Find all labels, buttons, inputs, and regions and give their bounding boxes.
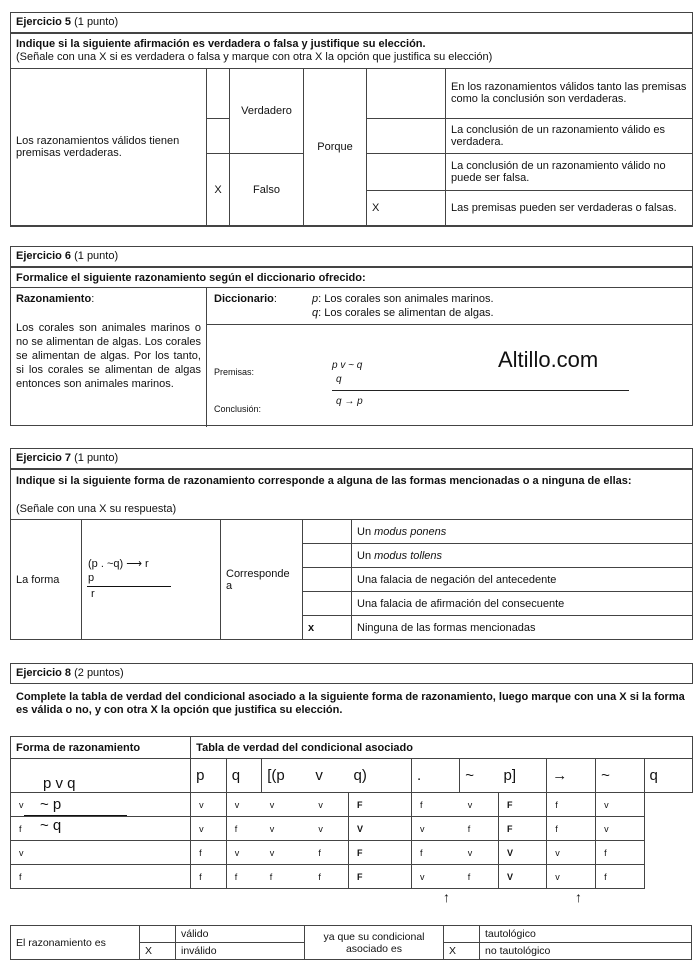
ex8-cell[interactable]: v (596, 793, 644, 817)
ex5-note: (Señale con una X si es verdadera o falsa y marque con otra X la opción que justifica su elección) (16, 51, 493, 63)
ex8-form (11, 759, 191, 834)
ex8-cell[interactable]: v (11, 841, 191, 865)
ex8-cell[interactable]: F (349, 841, 412, 865)
ex6-dict-p-var: p (312, 293, 319, 305)
ex6-reasoning-colon: : (91, 293, 95, 305)
ex8-result-label: El razonamiento es (11, 926, 140, 960)
ex5-opt-mark-0[interactable] (367, 69, 446, 119)
ex8-cell[interactable]: f (11, 865, 191, 889)
ex8-cell[interactable]: v (262, 817, 311, 841)
ex6-dict-colon: : (273, 293, 277, 305)
ex7-opt-1-text: Un (357, 549, 375, 562)
ex8-invalid: inválido (176, 943, 305, 960)
ex7-body (10, 469, 693, 640)
ex8-instruction: Complete la tabla de verdad del condicional asociado a la siguiente forma de razonamiento, luego marque con una X si la forma es válida o no, y con otra X la opción que justifica su elección. (16, 691, 685, 716)
ex8-cell[interactable]: f (226, 817, 262, 841)
ex5-false-label: Falso (230, 154, 304, 226)
ex6-points: (1 punto) (71, 250, 119, 262)
ex6-inference-line (332, 390, 629, 391)
ex6-dict-p-text: : Los corales son animales marinos. (318, 293, 494, 305)
ex7-opt-1-em: modus tollens (374, 549, 442, 562)
ex8-cell[interactable]: v (596, 817, 644, 841)
ex8-cell[interactable]: f (310, 841, 348, 865)
ex8-form-line1: p v q (43, 775, 76, 792)
ex8-taut: tautológico (480, 926, 692, 943)
ex8-cell[interactable]: f (226, 865, 262, 889)
ex6-instruction: Formalice el siguiente razonamiento según el diccionario ofrecido: (16, 272, 366, 284)
ex8-invalid-mark[interactable]: X (140, 943, 176, 960)
ex6-body (10, 267, 693, 426)
ex5-opt-text-3: Las premisas pueden ser verdaderas o falsas. (446, 190, 693, 225)
ex6-dict-label: Diccionario (214, 293, 274, 305)
ex8-cell[interactable]: f (191, 865, 227, 889)
ex5-true-mark[interactable] (207, 69, 230, 119)
ex8-col-header: → (547, 759, 596, 793)
ex6-divider (206, 288, 207, 427)
ex8-cell[interactable]: f (191, 841, 227, 865)
ex7-inference-line (87, 586, 171, 587)
ex8-col-header: [(p (262, 759, 311, 793)
ex6-premises-label: Premisas: (214, 367, 255, 377)
ex8-cell[interactable]: f (310, 865, 348, 889)
ex7-opt-mark-3[interactable] (303, 592, 352, 616)
ex6-reasoning-label: Razonamiento (16, 293, 92, 305)
ex8-col-header: q (644, 759, 692, 793)
ex7-corresponds: Corresponde a (221, 520, 303, 640)
ex7-header (10, 448, 693, 469)
ex5-false-mark[interactable]: X (207, 154, 230, 226)
ex5-true-mark-cont (207, 118, 230, 153)
ex8-cell[interactable]: f (547, 817, 596, 841)
ex7-table (10, 519, 693, 640)
ex5-because: Porque (304, 69, 367, 226)
ex8-header (10, 663, 693, 684)
ex7-opt-2-text: Una falacia de negación del antecedente (352, 568, 693, 592)
ex8-cell[interactable]: V (498, 841, 546, 865)
ex8-cell[interactable]: v (191, 793, 227, 817)
ex7-opt-0 (352, 520, 693, 544)
ex8-cell[interactable]: v (11, 793, 191, 817)
watermark: Altillo.com (498, 347, 599, 372)
ex7-points: (1 punto) (71, 452, 119, 464)
ex8-col-header: ~ (460, 759, 499, 793)
ex8-col-header: p] (498, 759, 546, 793)
ex8-col-header: q (226, 759, 262, 793)
ex6-premise1: p v ~ q (332, 360, 363, 371)
ex5-title: Ejercicio 5 (16, 16, 72, 28)
ex8-col-header: ~ (596, 759, 644, 793)
ex8-cell[interactable]: V (498, 865, 546, 889)
ex5-true-label: Verdadero (230, 69, 304, 154)
ex8-cell[interactable]: F (349, 793, 412, 817)
ex8-arrow-cond: ↑ (575, 889, 582, 905)
ex7-opt-mark-1[interactable] (303, 544, 352, 568)
ex8-cell[interactable]: v (411, 865, 459, 889)
ex8-cell[interactable]: f (262, 865, 311, 889)
ex5-table (10, 68, 693, 226)
ex8-points: (2 puntos) (71, 667, 124, 679)
ex5-header (10, 12, 693, 33)
ex8-cell[interactable]: v (547, 841, 596, 865)
ex8-cell[interactable]: v (262, 793, 311, 817)
ex8-table-header: Tabla de verdad del condicional asociado (191, 737, 693, 759)
ex7-title: Ejercicio 7 (16, 452, 72, 464)
ex5-points: (1 punto) (71, 16, 119, 28)
ex7-opt-0-text: Un (357, 525, 375, 538)
ex8-cell[interactable]: v (310, 793, 348, 817)
ex8-cell[interactable]: V (349, 817, 412, 841)
ex8-truth-table (10, 736, 693, 889)
ex5-opt-mark-1[interactable] (367, 118, 446, 153)
ex7-opt-mark-4[interactable]: x (303, 616, 352, 640)
ex8-cell[interactable]: f (460, 817, 499, 841)
ex8-cell[interactable]: f (411, 841, 459, 865)
ex6-title: Ejercicio 6 (16, 250, 72, 262)
ex6-conclusion-label: Conclusión: (214, 404, 262, 414)
ex8-col-header: p (191, 759, 227, 793)
ex6-dict-q-var: q (312, 307, 319, 319)
ex8-cell[interactable]: F (349, 865, 412, 889)
ex8-col-header: . (411, 759, 459, 793)
ex6-conclusion: q → p (336, 396, 363, 407)
ex7-opt-0-em: modus ponens (374, 525, 447, 538)
ex8-form-line2: ~ p (40, 796, 62, 813)
ex8-inference-line (24, 815, 127, 816)
ex8-taut-mark[interactable] (444, 926, 480, 943)
ex5-opt-mark-2[interactable] (367, 154, 446, 190)
ex5-opt-mark-3[interactable]: X (367, 190, 446, 225)
ex7-form-line1: (p . ~q) ⟶ r (88, 558, 149, 570)
ex8-cell[interactable]: f (411, 793, 459, 817)
ex8-cell[interactable]: v (411, 817, 459, 841)
ex6-header (10, 246, 693, 267)
ex8-form-header: Forma de razonamiento (11, 737, 191, 759)
ex7-opt-mark-2[interactable] (303, 568, 352, 592)
ex8-title: Ejercicio 8 (16, 667, 72, 679)
ex8-col-header: v (310, 759, 348, 793)
ex8-not-taut: no tautológico (480, 943, 692, 960)
ex8-cell[interactable]: v (226, 793, 262, 817)
ex8-form-line3: ~ q (40, 817, 62, 834)
ex8-cell[interactable]: f (11, 817, 191, 841)
ex5-opt-text-2: La conclusión de un razonamiento válido no puede ser falsa. (446, 154, 693, 190)
ex5-body (10, 33, 693, 227)
ex6-grid (10, 287, 693, 428)
ex5-instruction: Indique si la siguiente afirmación es verdadera o falsa y justifique su elección. (16, 38, 426, 50)
ex5-opt-text-1: La conclusión de un razonamiento válido es verdadera. (446, 118, 693, 153)
ex8-cell[interactable]: F (498, 817, 546, 841)
ex6-dict-q-text: : Los corales se alimentan de algas. (318, 307, 494, 319)
ex8-valid: válido (176, 926, 305, 943)
ex8-arrow-main: ↑ (443, 889, 450, 905)
ex7-instruction: Indique si la siguiente forma de razonamiento corresponde a alguna de las formas mencionadas o a ninguna de ellas: (16, 475, 632, 487)
ex8-cell[interactable]: v (460, 841, 499, 865)
ex8-cell[interactable]: v (460, 793, 499, 817)
ex5-opt-text-0: En los razonamientos válidos tanto las premisas como la conclusión son verdaderas. (446, 69, 693, 119)
ex7-form-line3: r (91, 588, 95, 600)
ex8-not-taut-mark[interactable]: X (444, 943, 480, 960)
ex7-form-line2: p (88, 572, 95, 584)
ex8-cell[interactable]: F (498, 793, 546, 817)
ex8-cell[interactable]: f (460, 865, 499, 889)
ex7-opt-mark-0[interactable] (303, 520, 352, 544)
ex7-opt-4-text: Ninguna de las formas mencionadas (352, 616, 693, 640)
ex7-opt-3-text: Una falacia de afirmación del consecuente (352, 592, 693, 616)
ex8-valid-mark[interactable] (140, 926, 176, 943)
ex8-cell[interactable]: v (191, 817, 227, 841)
ex8-since: ya que su condicional asociado es (305, 926, 444, 960)
ex8-cell[interactable]: v (310, 817, 348, 841)
ex8-result (10, 925, 692, 960)
ex8-cell[interactable]: v (226, 841, 262, 865)
ex8-col-header: q) (349, 759, 412, 793)
ex8-cell[interactable]: f (596, 841, 644, 865)
ex8-cell[interactable]: v (262, 841, 311, 865)
ex7-note: (Señale con una X su respuesta) (16, 503, 177, 515)
ex6-premise2: q (336, 374, 342, 385)
ex6-hdivider (207, 324, 692, 325)
ex8-cell[interactable]: f (547, 793, 596, 817)
ex8-cell[interactable]: f (596, 865, 644, 889)
ex7-form (82, 520, 221, 640)
ex7-form-label: La forma (11, 520, 82, 640)
ex8-cell[interactable]: v (547, 865, 596, 889)
ex6-reasoning-text: Los corales son animales marinos o no se alimentan de algas. Los corales se alimentan de algas. Por los tanto, si los corales se alimentan de algas entonces son animales marinos. (16, 322, 201, 390)
ex5-statement: Los razonamientos válidos tienen premisas verdaderas. (11, 69, 207, 226)
ex7-opt-1 (352, 544, 693, 568)
